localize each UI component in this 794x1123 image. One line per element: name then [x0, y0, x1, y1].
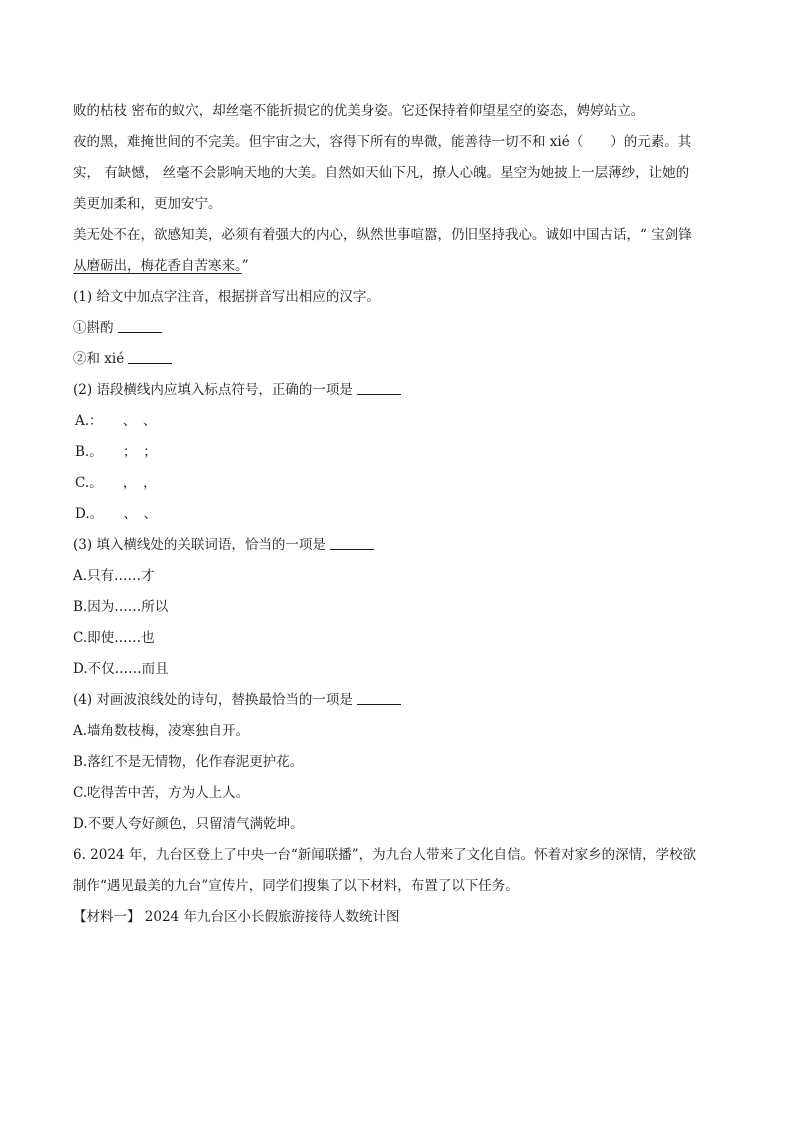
question-6-line-1: 6. 2024 年，九台区登上了中央一台“新闻联播”，为九台人带来了文化自信。怀着对家乡的深情，学校欲: [73, 847, 697, 863]
question-2-option-d: D.。 、 、: [75, 506, 158, 522]
question-4-option-d: D.不要人夸好颜色，只留清气满乾坤。: [73, 816, 304, 832]
wavy-underlined-verse: 从磨砺出，梅花香自苦寒来。: [73, 258, 242, 274]
answer-blank[interactable]: [330, 535, 374, 550]
question-2-option-a: A.： 、 、: [75, 413, 157, 429]
question-3-option-a: A.只有……才: [73, 568, 155, 584]
question-1-item-2: [73, 344, 723, 375]
passage-paragraph-2-line-2: 实， 有缺憾， 丝毫不会影响天地的大美。自然如天仙下凡，撩人心魄。星空为她披上一层薄纱，让她的: [73, 165, 690, 181]
question-1-item-1: [73, 313, 723, 344]
passage-paragraph-2-line-3: 美更加柔和，更加安宁。: [73, 196, 222, 212]
question-3-option-d: D.不仅……而且: [73, 661, 169, 677]
question-3-option-c: C.即使……也: [73, 630, 155, 646]
answer-blank[interactable]: [118, 318, 162, 333]
question-3-option-b: B.因为……所以: [73, 599, 169, 615]
passage-paragraph-3-line-1: 美无处不在，欲感知美，必须有着强大的内心，纵然世事喧嚣，仍旧坚持我心。诚如中国古话，“ 宝剑锋: [73, 227, 692, 243]
answer-blank[interactable]: [357, 380, 401, 395]
question-1-item-1-label: ①斟酌: [73, 320, 114, 336]
closing-quote: ”: [241, 258, 249, 274]
question-4-option-a: A.墙角数枝梅，凌寒独自开。: [73, 723, 250, 739]
question-2-option-c: C.。 ， ，: [75, 475, 157, 491]
passage-paragraph-2-line-1: 夜的黑，难掩世间的不完美。但宇宙之大，容得下所有的卑微，能善待一切不和 xié（ ）的元素。其: [73, 134, 692, 150]
question-2-stem-text: (2) 语段横线内应填入标点符号，正确的一项是: [73, 382, 353, 398]
passage-paragraph-1-tail: 败的枯枝 密布的蚁穴，却丝毫不能折损它的优美身姿。它还保持着仰望星空的姿态，娉婷站立。: [73, 103, 645, 119]
answer-blank[interactable]: [128, 349, 172, 364]
question-4-option-b: B.落红不是无情物，化作春泥更护花。: [73, 754, 304, 770]
question-4-stem-text: (4) 对画波浪线处的诗句，替换最恰当的一项是: [73, 692, 353, 708]
question-2-option-b: B.。 ； ；: [75, 444, 157, 460]
passage-paragraph-3-line-2: [73, 251, 723, 282]
question-6-line-2: 制作“遇见最美的九台”宣传片，同学们搜集了以下材料，布置了以下任务。: [73, 878, 519, 894]
question-3-stem: [73, 530, 723, 561]
question-2-stem: [73, 375, 723, 406]
material-1-heading: 【材料一】 2024 年九台区小长假旅游接待人数统计图: [73, 909, 400, 925]
question-1-stem: (1) 给文中加点字注音，根据拼音写出相应的汉字。: [73, 289, 380, 305]
question-4-option-c: C.吃得苦中苦，方为人上人。: [73, 785, 250, 801]
question-1-item-2-label: ②和 xié: [73, 351, 125, 367]
question-4-stem: [73, 685, 723, 716]
answer-blank[interactable]: [357, 690, 401, 705]
exam-page: [73, 96, 723, 933]
question-3-stem-text: (3) 填入横线处的关联词语，恰当的一项是: [73, 537, 326, 553]
